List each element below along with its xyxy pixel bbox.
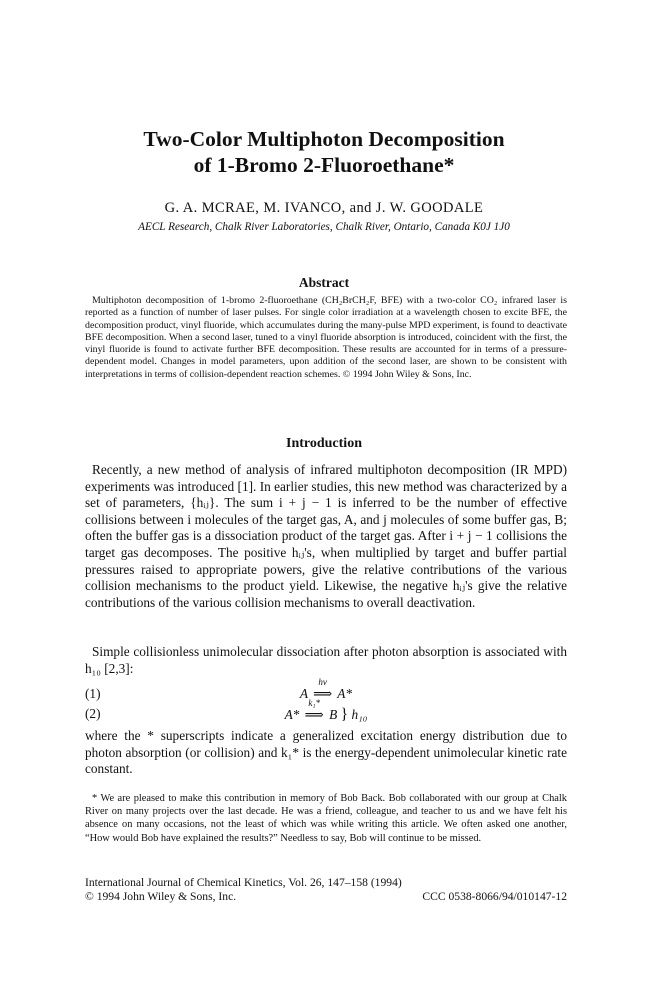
abstract-paragraph: Multiphoton decomposition of 1-bromo 2-fluoroethane (CH₂BrCH₂F, BFE) with a two-color CO₂ infrared laser is reported as a function of number of laser pulses. For single color irradiation at a wavelength chosen to excite BFE, the decomposition product, vinyl fluoride, which accumulates during the many-pulse MPD experiment, is found to deactivate BFE decomposition. When a second laser, tuned to a vinyl fluoride absorption is introduced, coincident with the first, the vinyl fluoride is found to activate further BFE decomposition. These results are accounted for in terms of a pressure-dependent model. Changes in model parameters, upon addition of the second laser, are shown to be consistent with interpretations in terms of collision-dependent reaction schemes. © 1994 John Wiley & Sons, Inc. [85,295,567,380]
author-affiliation: AECL Research, Chalk River Laboratories, Chalk River, Ontario, Canada K0J 1J0 [138,221,510,233]
article-title [0,126,648,178]
copyright-row [85,890,567,904]
footnote-text: * We are pleased to make this contribution in memory of Bob Back. Bob collaborated with our group at Chalk River on many projects over the last decade. He was a friend, colleague, and teacher to us and we have felt his absence on many occasions, not the least of which was while writing this article. We often asked one another, “How would Bob have explained the results?” Needless to say, Bob will continue to be missed. [85,793,567,844]
equation-1 [85,677,567,706]
introduction-paragraph-3 [85,728,567,778]
citation-row [85,876,567,890]
introduction-paragraph-1 [85,462,567,611]
author-list: G. A. MCRAE, M. IVANCO, and J. W. GOODALE [164,200,484,216]
abstract-text [85,295,567,381]
paragraph-text: Recently, a new method of analysis of infrared multiphoton decomposition (IR MPD) experiments was introduced [1]. In earlier studies, this new method was characterized by a set of parameters, {hᵢⱼ}. The sum i + j − 1 is inferred to be the number of effective collisions between i molecules of the target gas, A, and j molecules of some buffer gas, B; often the buffer gas is a dissociation product of the target gas. After i + j − 1 collisions the target gas decomposes. The positive hᵢⱼ's, when multiplied by target and buffer partial pressures raised to appropriate powers, give the relative contributions of the various collision mechanisms to the product yield. Likewise, the negative hᵢⱼ's give the relative contributions of the various collision mechanisms to overall deactivation. [85,462,567,610]
paragraph-text: Simple collisionless unimolecular dissociation after photon absorption is associated with h₁₀ [2,3]: [85,644,567,676]
title-line-2: of 1-Bromo 2-Fluoroethane* [193,153,455,177]
ccc-code: CCC 0538-8066/94/010147-12 [422,890,567,903]
introduction-heading: Introduction [286,436,362,451]
paragraph-text: where the * superscripts indicate a generalized excitation energy distribution due to photon absorption (or collision) and k₁* is the energy-dependent unimolecular kinetic rate constant. [85,728,567,777]
equation-lhs: A [299,686,308,701]
equation-number: (2) [85,706,101,721]
equation-body [85,698,567,724]
arrow-glyph: ⟹ [313,686,333,701]
equation-rhs: A* [337,686,353,701]
equation-tag: h₁₀ [351,707,368,722]
equation-rhs: B [329,707,338,722]
equation-number: (1) [85,686,101,701]
journal-citation: International Journal of Chemical Kinetics, Vol. 26, 147–158 (1994) [85,876,402,889]
introduction-paragraph-2 [85,644,567,677]
footnote [85,792,567,845]
brace-symbol: } [340,706,349,723]
abstract-heading: Abstract [298,275,350,290]
copyright-notice: © 1994 John Wiley & Sons, Inc. [85,890,237,903]
journal-footer [85,876,567,904]
equation-lhs: A* [284,707,300,722]
equation-2 [85,698,567,726]
arrow-label: k₁* [308,698,321,708]
arrow-label: hν [318,677,327,687]
title-line-1: Two-Color Multiphoton Decomposition [143,127,505,151]
arrow-glyph: ⟹ [304,707,324,722]
reaction-arrow [303,698,326,723]
equation-body [85,677,567,702]
